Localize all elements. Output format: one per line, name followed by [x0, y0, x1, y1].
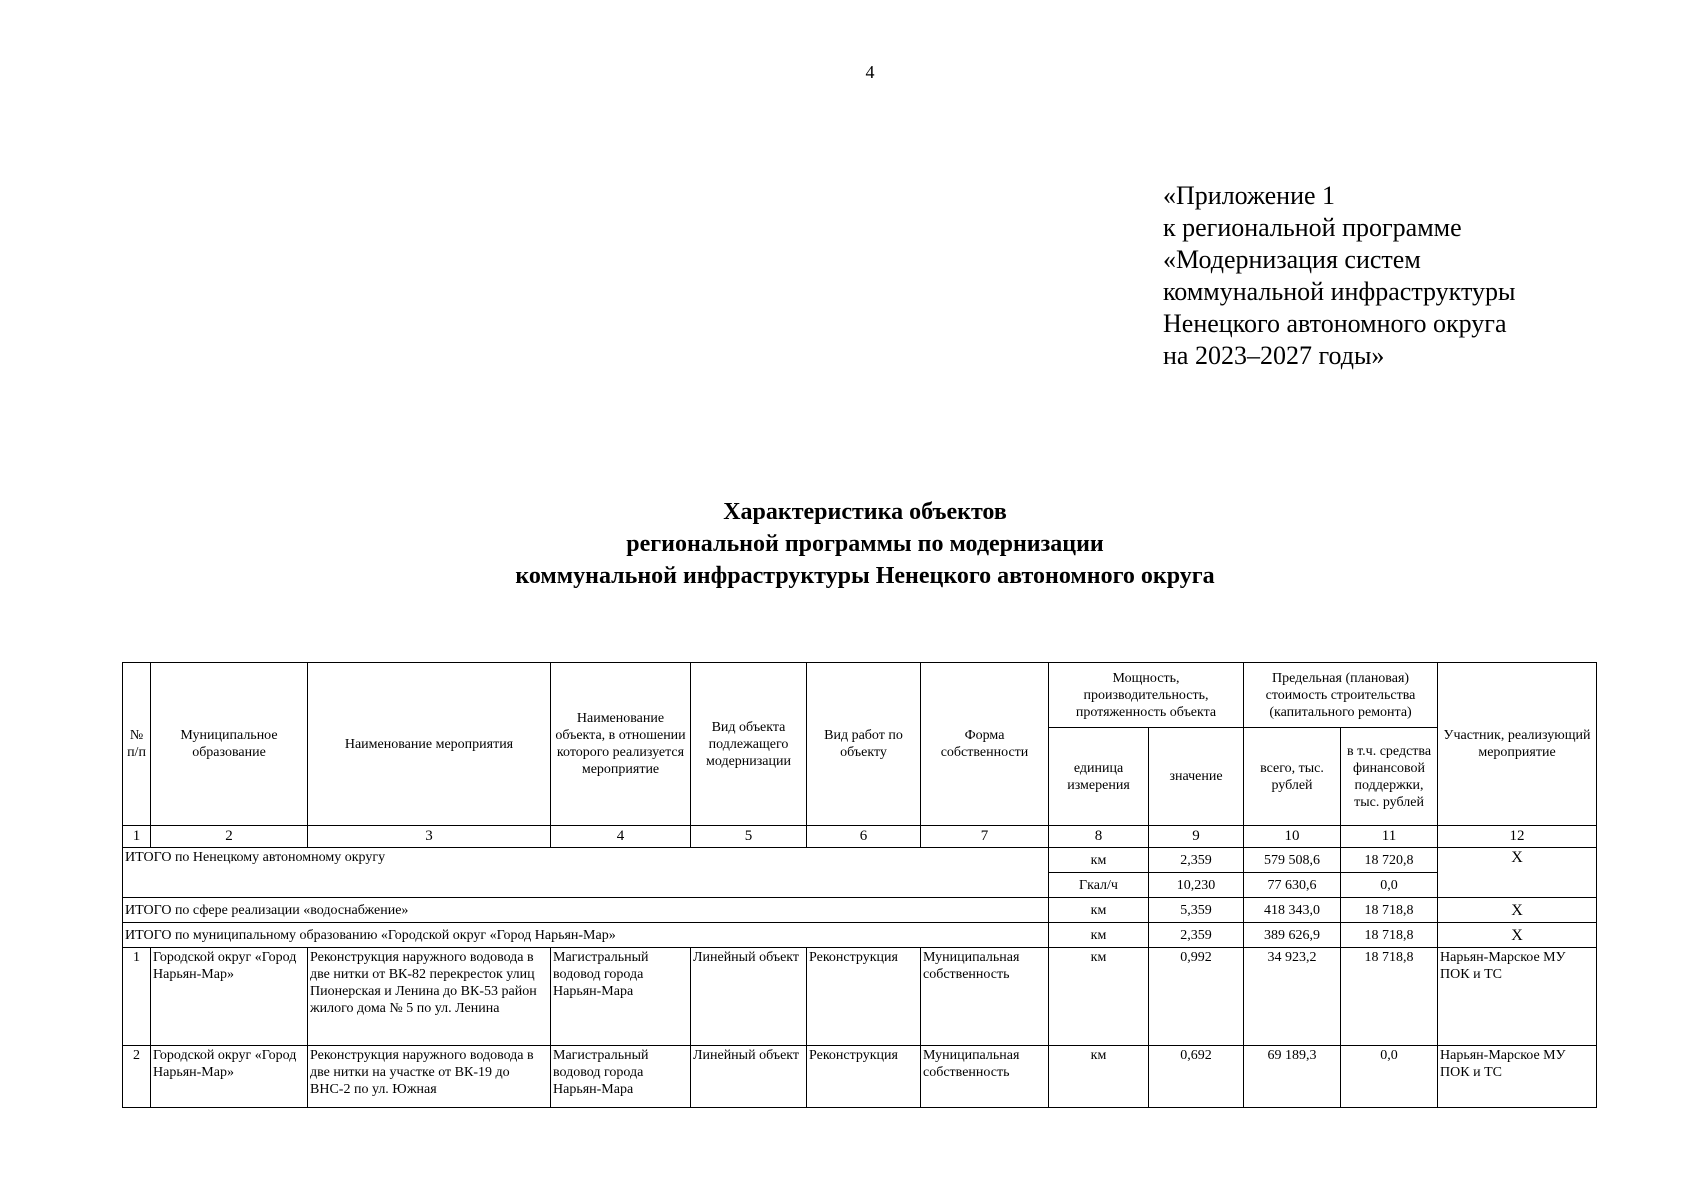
row-num: 2 [123, 1046, 151, 1108]
row-unit: км [1049, 1046, 1149, 1108]
table-row [123, 1046, 1597, 1108]
column-number: 9 [1149, 826, 1244, 848]
total-participant: X [1438, 898, 1597, 923]
total-support: 0,0 [1341, 873, 1438, 898]
row-value: 0,692 [1149, 1046, 1244, 1108]
header-participant: Участник, реализующий мероприятие [1438, 663, 1597, 826]
column-number: 7 [921, 826, 1049, 848]
total-cost: 77 630,6 [1244, 873, 1341, 898]
row-value: 0,992 [1149, 948, 1244, 1046]
total-unit: км [1049, 898, 1149, 923]
total-unit: км [1049, 848, 1149, 873]
total-value: 2,359 [1149, 923, 1244, 948]
column-number: 4 [551, 826, 691, 848]
total-value: 10,230 [1149, 873, 1244, 898]
row-total: 34 923,2 [1244, 948, 1341, 1046]
header-value: значение [1149, 728, 1244, 826]
row-object-type: Линейный объект [691, 948, 807, 1046]
header-municipality: Муниципальное образование [151, 663, 308, 826]
column-number: 12 [1438, 826, 1597, 848]
row-ownership: Муниципальная собственность [921, 948, 1049, 1046]
document-title [100, 496, 1630, 592]
total-cost: 579 508,6 [1244, 848, 1341, 873]
total-value: 5,359 [1149, 898, 1244, 923]
appendix-heading [1163, 180, 1515, 372]
row-unit: км [1049, 948, 1149, 1046]
total-support: 18 718,8 [1341, 923, 1438, 948]
appendix-line: на 2023–2027 годы» [1163, 341, 1385, 370]
total-participant: X [1438, 848, 1597, 898]
row-measure: Реконструкция наружного водовода в две нитки от ВК-82 перекресток улиц Пионерская и Ленина до ВК-53 район жилого дома № 5 по ул. Ленина [308, 948, 551, 1046]
header-unit: единица измерения [1049, 728, 1149, 826]
row-support: 18 718,8 [1341, 948, 1438, 1046]
total-unit: км [1049, 923, 1149, 948]
header-ownership: Форма собственности [921, 663, 1049, 826]
header-work-type: Вид работ по объекту [807, 663, 921, 826]
row-num: 1 [123, 948, 151, 1046]
row-object-name: Магистральный водовод города Нарьян-Мара [551, 1046, 691, 1108]
row-support: 0,0 [1341, 1046, 1438, 1108]
total-cost: 418 343,0 [1244, 898, 1341, 923]
appendix-line: к региональной программе [1163, 213, 1462, 242]
header-object-name: Наименование объекта, в отношении которого реализуется мероприятие [551, 663, 691, 826]
total-support: 18 720,8 [1341, 848, 1438, 873]
row-ownership: Муниципальная собственность [921, 1046, 1049, 1108]
total-label: ИТОГО по сфере реализации «водоснабжение» [123, 898, 1049, 923]
row-work-type: Реконструкция [807, 948, 921, 1046]
table-row [123, 948, 1597, 1046]
total-cost: 389 626,9 [1244, 923, 1341, 948]
total-row [123, 923, 1597, 948]
total-row [123, 898, 1597, 923]
total-participant: X [1438, 923, 1597, 948]
header-cost-group: Предельная (плановая) стоимость строительства (капитального ремонта) [1244, 663, 1438, 728]
total-value: 2,359 [1149, 848, 1244, 873]
header-measure: Наименование мероприятия [308, 663, 551, 826]
column-number: 2 [151, 826, 308, 848]
row-object-name: Магистральный водовод города Нарьян-Мара [551, 948, 691, 1046]
title-line: коммунальной инфраструктуры Ненецкого автономного округа [515, 563, 1215, 589]
column-number: 8 [1049, 826, 1149, 848]
total-label: ИТОГО по Ненецкому автономному округу [123, 848, 1049, 898]
total-label: ИТОГО по муниципальному образованию «Городской округ «Город Нарьян-Мар» [123, 923, 1049, 948]
appendix-line: «Модернизация систем [1163, 245, 1421, 274]
appendix-line: «Приложение 1 [1163, 181, 1336, 210]
column-number: 11 [1341, 826, 1438, 848]
row-municipality: Городской округ «Город Нарьян-Мар» [151, 1046, 308, 1108]
row-participant: Нарьян-Марское МУ ПОК и ТС [1438, 948, 1597, 1046]
total-unit: Гкал/ч [1049, 873, 1149, 898]
header-object-type: Вид объекта подлежащего модернизации [691, 663, 807, 826]
row-measure: Реконструкция наружного водовода в две нитки на участке от ВК-19 до ВНС-2 по ул. Южная [308, 1046, 551, 1108]
appendix-line: Ненецкого автономного округа [1163, 309, 1507, 338]
column-number: 5 [691, 826, 807, 848]
header-num: № п/п [123, 663, 151, 826]
header-capacity-group: Мощность, производительность, протяженность объекта [1049, 663, 1244, 728]
title-line: региональной программы по модернизации [626, 531, 1104, 557]
column-number: 10 [1244, 826, 1341, 848]
row-object-type: Линейный объект [691, 1046, 807, 1108]
header-support: в т.ч. средства финансовой поддержки, тыс. рублей [1341, 728, 1438, 826]
total-support: 18 718,8 [1341, 898, 1438, 923]
column-number: 1 [123, 826, 151, 848]
title-line: Характеристика объектов [723, 499, 1007, 525]
total-row [123, 848, 1597, 873]
row-total: 69 189,3 [1244, 1046, 1341, 1108]
objects-table [122, 662, 1597, 1108]
column-number: 6 [807, 826, 921, 848]
column-number: 3 [308, 826, 551, 848]
header-total: всего, тыс. рублей [1244, 728, 1341, 826]
appendix-line: коммунальной инфраструктуры [1163, 277, 1516, 306]
page-number: 4 [865, 62, 875, 82]
row-work-type: Реконструкция [807, 1046, 921, 1108]
row-municipality: Городской округ «Город Нарьян-Мар» [151, 948, 308, 1046]
row-participant: Нарьян-Марское МУ ПОК и ТС [1438, 1046, 1597, 1108]
